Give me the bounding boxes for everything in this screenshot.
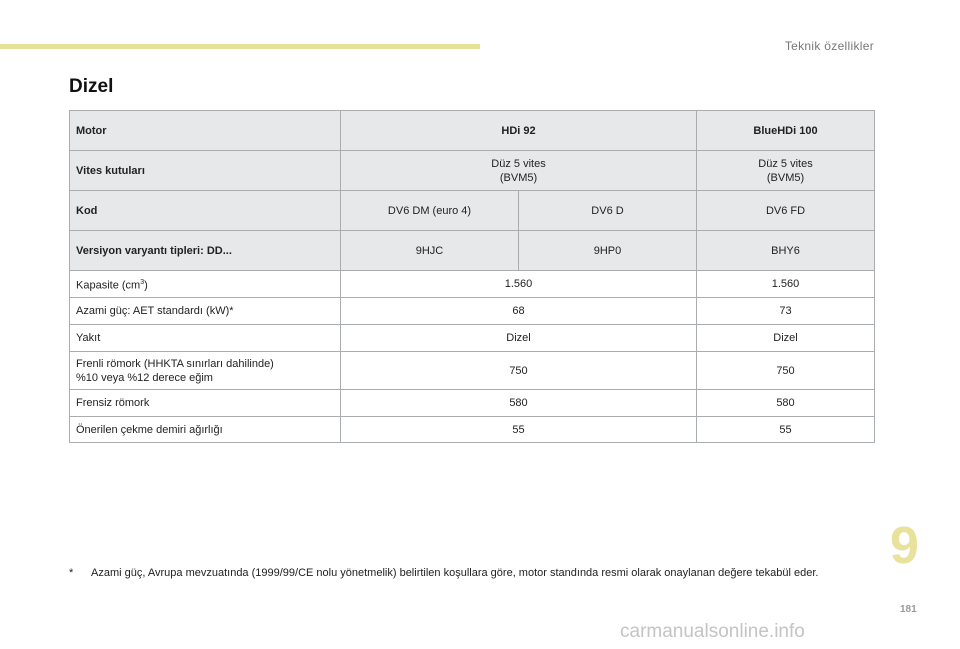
cell-yakit-hdi92: Dizel [341,325,697,352]
col-header-bluehdi100: BlueHDi 100 [697,111,875,151]
kapasite-label-main: Kapasite (cm [76,279,141,292]
cell-azami-blue: 73 [697,298,875,325]
top-accent-bar [0,44,480,49]
cell-cekme-blue: 55 [697,417,875,443]
table-row-azami [70,298,875,325]
watermark: carmanualsonline.info [620,621,805,642]
cell-kapasite-hdi92: 1.560 [341,271,697,298]
cell-vites-hdi92-line2: (BVM5) [499,171,538,184]
footnote [69,566,869,581]
table-row-yakit [70,325,875,352]
table-row-versiyon [70,231,875,271]
cell-versiyon-1: 9HJC [341,231,519,271]
cell-versiyon-3: BHY6 [697,231,875,271]
cell-vites-hdi92-line1: Düz 5 vites [491,157,546,170]
page-number: 181 [900,604,917,615]
cell-frenli-blue: 750 [697,352,875,390]
kapasite-label-end: ) [144,279,148,292]
row-label-yakit: Yakıt [70,325,341,352]
cell-yakit-blue: Dizel [697,325,875,352]
chapter-number: 9 [890,517,919,575]
table-row-kapasite [70,271,875,298]
cell-vites-blue-line2: (BVM5) [766,171,805,184]
table-row-motor [70,111,875,151]
footnote-mark: * [69,567,74,579]
cell-frensiz-blue: 580 [697,390,875,417]
row-label-azami: Azami güç: AET standardı (kW)* [70,298,341,325]
cell-vites-bluehdi [697,151,875,191]
row-label-cekme: Önerilen çekme demiri ağırlığı [70,417,341,443]
cell-cekme-hdi92: 55 [341,417,697,443]
cell-kod-1: DV6 DM (euro 4) [341,191,519,231]
table-row-cekme [70,417,875,443]
footnote-text: Azami güç, Avrupa mevzuatında (1999/99/CE nolu yönetmelik) belirtilen koşullara göre, motor standında resmi olarak onaylanan değere tekabül eder. [91,567,819,579]
section-label: Teknik özellikler [784,39,874,53]
row-label-motor: Motor [70,111,341,151]
row-label-versiyon: Versiyon varyantı tipleri: DD... [70,231,341,271]
cell-vites-blue-line1: Düz 5 vites [758,157,813,170]
cell-frensiz-hdi92: 580 [341,390,697,417]
cell-kod-2: DV6 D [519,191,697,231]
table-row-kod [70,191,875,231]
cell-frenli-hdi92: 750 [341,352,697,390]
cell-versiyon-2: 9HP0 [519,231,697,271]
frenli-label-line1: Frenli römork (HHKTA sınırları dahilinde) [76,357,274,370]
row-label-kod: Kod [70,191,341,231]
frenli-label-line2: %10 veya %12 derece eğim [76,371,213,384]
table-row-frensiz [70,390,875,417]
row-label-frensiz: Frensiz römork [70,390,341,417]
col-header-hdi92: HDi 92 [341,111,697,151]
cell-kod-3: DV6 FD [697,191,875,231]
cell-kapasite-blue: 1.560 [697,271,875,298]
spec-table [69,110,875,443]
table-row-frenli [70,352,875,390]
row-label-frenli [70,352,341,390]
row-label-vites: Vites kutuları [70,151,341,191]
cell-azami-hdi92: 68 [341,298,697,325]
row-label-kapasite [70,271,341,298]
table-row-vites [70,151,875,191]
page-title: Dizel [69,76,114,97]
kapasite-label-sup: 3 [140,278,145,286]
cell-vites-hdi92 [341,151,697,191]
